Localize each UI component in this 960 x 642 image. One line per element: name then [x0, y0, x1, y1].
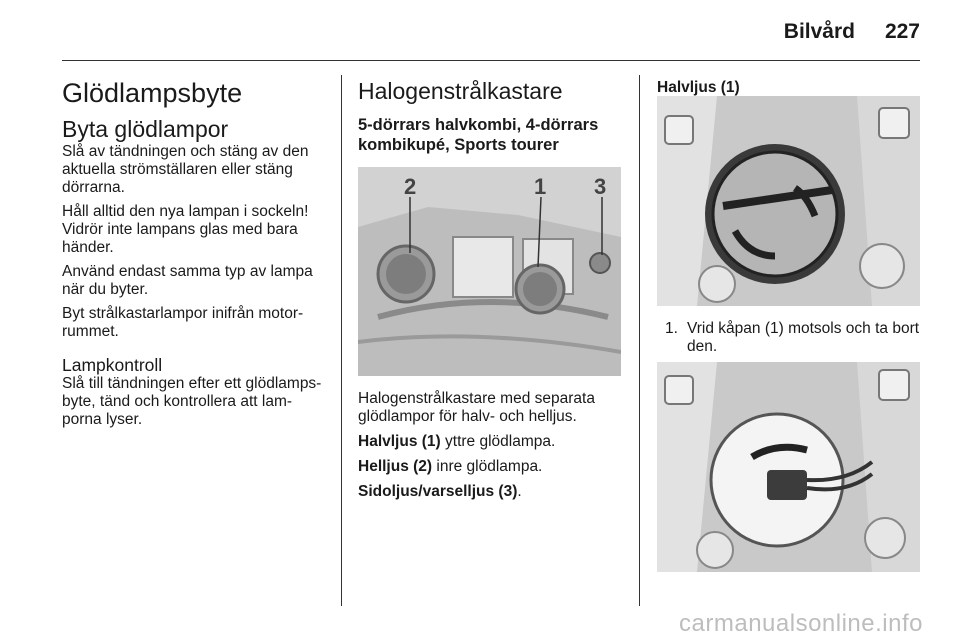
- low-beam-cover-figure: [657, 96, 920, 306]
- headlamp-overview-illustration: [358, 167, 621, 376]
- item-sidoljus: [358, 483, 623, 501]
- item-halvljus-term: Halvljus (1): [358, 433, 441, 450]
- item-sidoljus-term: Sidoljus/varselljus (3): [358, 483, 518, 500]
- paragraph-1-line-3: dörrarna.: [62, 179, 125, 196]
- figure-label-3: 3: [594, 174, 607, 199]
- paragraph-3-line-2: när du byter.: [62, 281, 149, 298]
- lampkontroll-line-2: byte, tänd och kontrollera att lam-: [62, 393, 293, 410]
- lampkontroll-line-1: Slå till tändningen efter ett glödlamps-: [62, 375, 322, 392]
- item-helljus: [358, 458, 623, 476]
- halogen-intro: [358, 390, 623, 426]
- model-subtitle: [358, 115, 623, 155]
- paragraph-2-line-1: Håll alltid den nya lampan i sockeln!: [62, 203, 309, 220]
- halogen-intro-line-1: Halogenstrålkastare med separata: [358, 390, 595, 407]
- low-beam-connector-illustration: [657, 362, 920, 572]
- paragraph-4-line-2: rummet.: [62, 323, 119, 340]
- section-title-halogen: Halogenstrålkastare: [358, 78, 563, 104]
- section-title-lampkontroll: Lampkontroll: [62, 355, 163, 375]
- paragraph-3-line-1: Använd endast samma typ av lampa: [62, 263, 313, 280]
- header-section-title: Bilvård: [783, 20, 855, 43]
- paragraph-1: [62, 143, 327, 197]
- section-title-byta: Byta glödlampor: [62, 116, 229, 142]
- paragraph-1-line-2: aktuella strömställaren eller stäng: [62, 161, 293, 178]
- item-halvljus: [358, 433, 623, 451]
- paragraph-2-line-2: Vidrör inte lampans glas med bara: [62, 221, 298, 238]
- column-divider-1: [341, 75, 342, 606]
- watermark: carmanualsonline.info: [679, 610, 923, 637]
- model-subtitle-line-1: 5-dörrars halvkombi, 4-dörrars: [358, 116, 599, 134]
- step-text: [687, 320, 925, 356]
- header-rule: [62, 60, 920, 61]
- paragraph-4: [62, 305, 327, 341]
- column-3: [657, 78, 920, 98]
- header-page-number: 227: [884, 20, 920, 43]
- column-2: [358, 78, 623, 155]
- item-sidoljus-desc: .: [517, 483, 522, 500]
- headlamp-overview-figure: [358, 167, 621, 376]
- figure-label-2: 2: [404, 174, 417, 199]
- low-beam-connector-figure: [657, 362, 920, 572]
- item-halvljus-desc: yttre glödlampa.: [440, 433, 556, 450]
- paragraph-3: [62, 263, 327, 299]
- step-text-line-1: Vrid kåpan (1) motsols och ta bort: [687, 320, 920, 337]
- halogen-intro-line-2: glödlampor för halv- och helljus.: [358, 408, 577, 425]
- model-subtitle-line-2: kombikupé, Sports tourer: [358, 136, 559, 154]
- paragraph-2: [62, 203, 327, 257]
- column-2-text: [358, 390, 623, 501]
- halvljus-heading: Halvljus (1): [657, 79, 740, 96]
- column-divider-2: [639, 75, 640, 606]
- low-beam-cover-illustration: [657, 96, 920, 306]
- paragraph-lampkontroll: [62, 375, 327, 429]
- paragraph-4-line-1: Byt strålkastarlampor inifrån motor-: [62, 305, 304, 322]
- column-1: [62, 78, 327, 429]
- figure-label-1: 1: [534, 174, 547, 199]
- step-number: 1.: [665, 320, 678, 337]
- chapter-title: Glödlampsbyte: [62, 78, 243, 108]
- item-helljus-desc: inre glödlampa.: [432, 458, 543, 475]
- paragraph-2-line-3: händer.: [62, 239, 114, 256]
- item-helljus-term: Helljus (2): [358, 458, 433, 475]
- step-text-line-2: den.: [687, 338, 718, 355]
- paragraph-1-line-1: Slå av tändningen och stäng av den: [62, 143, 309, 160]
- lampkontroll-line-3: porna lyser.: [62, 411, 143, 428]
